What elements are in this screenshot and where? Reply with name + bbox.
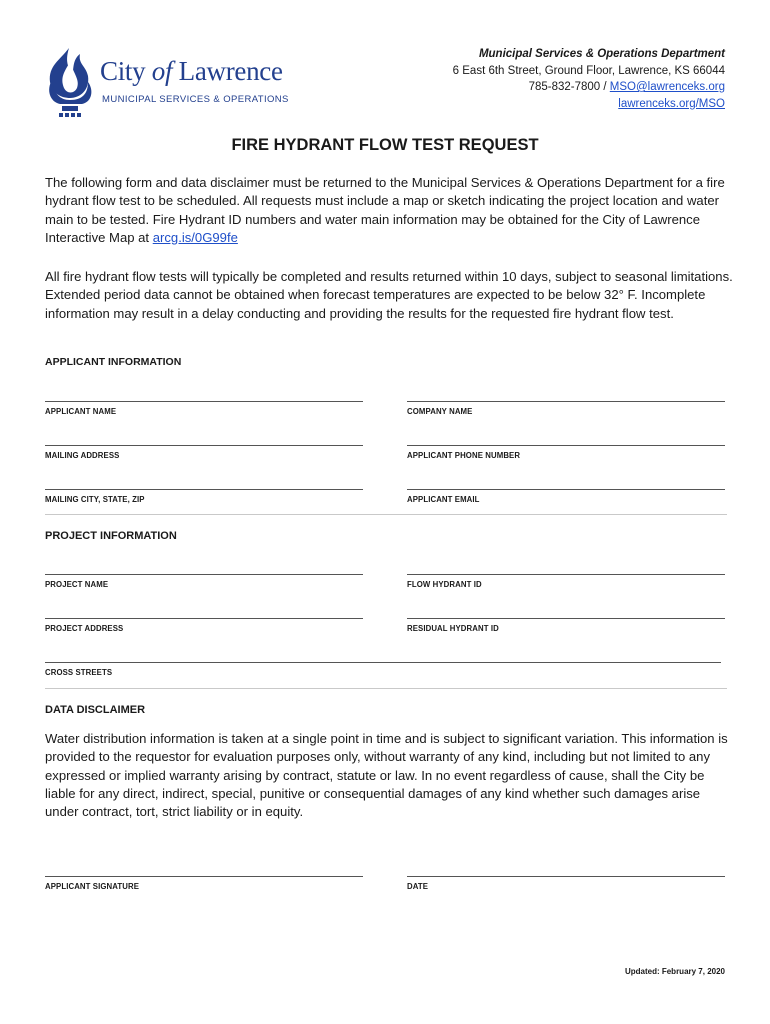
intro-paragraph: The following form and data disclaimer must be returned to the Municipal Services & Operations Department for a fire hydrant flow test to be scheduled. All requests must include a map or sketch indicating the project location and water main to be tested. Fire Hydrant ID numbers and water main information may be obtained for the City of Lawrence Interactive Map at arcg.is/0G99fe [45, 175, 725, 245]
applicant-phone-field[interactable] [407, 434, 725, 460]
timing-paragraph: All fire hydrant flow tests will typically be completed and results returned within 10 days, subject to seasonal limitations. Extended period data cannot be obtained when forecast temperatures are expected to be below 32° F. Incomplete information may result in a delay conducting and providing the results for the requested fire hydrant flow test. [45, 269, 733, 321]
mailing-city-field[interactable] [45, 478, 363, 504]
header-contact-info [453, 46, 725, 112]
city-logo [42, 44, 292, 118]
residual-hydrant-id-line[interactable] [407, 607, 725, 619]
email-link[interactable]: MSO@lawrenceks.org [609, 81, 725, 93]
mailing-address-line[interactable] [45, 434, 363, 446]
project-name-field[interactable] [45, 563, 363, 589]
residual-hydrant-id-field[interactable] [407, 607, 725, 633]
applicant-name-line[interactable] [45, 390, 363, 402]
flow-hydrant-id-label: FLOW HYDRANT ID [407, 580, 482, 589]
cross-streets-line[interactable] [45, 651, 721, 663]
applicant-section-heading: APPLICANT INFORMATION [45, 356, 182, 368]
mailing-address-field[interactable] [45, 434, 363, 460]
applicant-email-label: APPLICANT EMAIL [407, 495, 480, 504]
logo-city-name: City of Lawrence [100, 56, 283, 86]
flame-torch-icon [42, 44, 98, 118]
company-name-field[interactable] [407, 390, 725, 416]
applicant-email-field[interactable] [407, 478, 725, 504]
project-address-field[interactable] [45, 607, 363, 633]
project-name-line[interactable] [45, 563, 363, 575]
department-phone: 785-832-7800 / [528, 81, 610, 93]
disclaimer-heading: DATA DISCLAIMER [45, 704, 146, 716]
applicant-signature-label: APPLICANT SIGNATURE [45, 882, 140, 891]
updated-date: Updated: February 7, 2020 [624, 967, 725, 976]
interactive-map-link[interactable]: arcg.is/0G99fe [152, 229, 238, 245]
residual-hydrant-id-label: RESIDUAL HYDRANT ID [407, 624, 499, 633]
logo-subtitle: MUNICIPAL SERVICES & OPERATIONS [102, 94, 289, 105]
department-name: Municipal Services & Operations Department [478, 48, 725, 60]
flow-hydrant-id-line[interactable] [407, 563, 725, 575]
mailing-address-label: MAILING ADDRESS [45, 451, 120, 460]
date-label: DATE [407, 882, 429, 891]
disclaimer-paragraph: Water distribution information is taken at a single point in time and is subject to significant variation. This information is provided to the requestor for evaluation purposes only, without warranty of any kind, including but not limited to any expressed or implied warranty arising by contract, statute or law. In no event regardless of cause, shall the City be liable for any direct, indirect, special, punitive or consequential damages of any kind whether such damages arise under contract, tort, strict liability or in equity. [45, 731, 728, 820]
applicant-signature-line[interactable] [45, 865, 363, 877]
applicant-name-field[interactable] [45, 390, 363, 416]
company-name-label: COMPANY NAME [407, 407, 473, 416]
project-name-label: PROJECT NAME [45, 580, 109, 589]
section-divider [45, 514, 727, 515]
date-line[interactable] [407, 865, 725, 877]
cross-streets-field[interactable] [45, 651, 721, 677]
mailing-city-label: MAILING CITY, STATE, ZIP [45, 495, 145, 504]
flow-hydrant-id-field[interactable] [407, 563, 725, 589]
section-divider [45, 688, 727, 689]
project-section-heading: PROJECT INFORMATION [45, 530, 177, 542]
date-field[interactable] [407, 865, 725, 891]
website-link[interactable]: lawrenceks.org/MSO [618, 97, 725, 110]
cross-streets-label: CROSS STREETS [45, 668, 113, 677]
department-phone-email [453, 79, 725, 96]
project-address-line[interactable] [45, 607, 363, 619]
mailing-city-line[interactable] [45, 478, 363, 490]
company-name-line[interactable] [407, 390, 725, 402]
applicant-email-line[interactable] [407, 478, 725, 490]
department-address: 6 East 6th Street, Ground Floor, Lawrence, KS 66044 [452, 64, 725, 77]
applicant-signature-field[interactable] [45, 865, 363, 891]
project-address-label: PROJECT ADDRESS [45, 624, 124, 633]
applicant-name-label: APPLICANT NAME [45, 407, 117, 416]
form-title: FIRE HYDRANT FLOW TEST REQUEST [231, 136, 539, 154]
applicant-phone-label: APPLICANT PHONE NUMBER [407, 451, 521, 460]
applicant-phone-line[interactable] [407, 434, 725, 446]
